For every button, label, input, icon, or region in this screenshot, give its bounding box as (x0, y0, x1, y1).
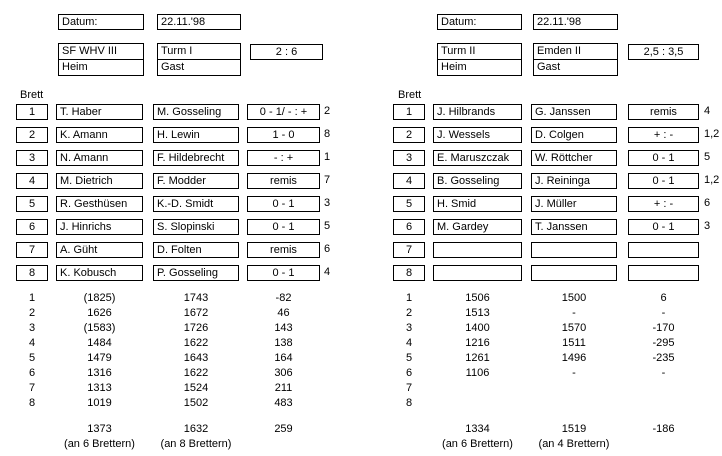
result-box[interactable]: 0 - 1/ - : + (247, 104, 320, 120)
brett-label: Brett (398, 89, 422, 101)
board-row (0, 104, 361, 121)
board-row (361, 127, 722, 144)
home-rating: 1106 (465, 367, 490, 379)
guest-rating: 1500 (561, 292, 587, 304)
guest-rating: - (572, 367, 576, 379)
home-average-rating: 1373 (87, 423, 112, 435)
board-row (361, 219, 722, 236)
rating-board-number: 4 (28, 337, 36, 349)
rating-board-number: 7 (28, 382, 36, 394)
guest-player-box[interactable]: J. Müller (531, 196, 617, 212)
board-row (361, 173, 722, 190)
rating-board-number: 2 (405, 307, 413, 319)
rating-diff: 306 (274, 367, 293, 379)
rating-diff: 6 (660, 292, 667, 304)
board-number-box[interactable]: 4 (16, 173, 48, 189)
home-average-note: (an 6 Brettern) (442, 438, 513, 450)
board-note: 1 (324, 151, 331, 163)
board-row (0, 127, 361, 144)
board-note: 1,2 (704, 128, 720, 140)
home-player-box[interactable]: K. Amann (56, 127, 143, 143)
result-box[interactable]: + : - (628, 127, 699, 143)
guest-player-box[interactable] (531, 242, 617, 258)
average-note-row (0, 437, 361, 454)
board-number-box[interactable]: 2 (393, 127, 425, 143)
home-player-box[interactable] (433, 242, 522, 258)
guest-rating (531, 381, 617, 396)
result-box[interactable]: 0 - 1 (628, 173, 699, 189)
guest-average-note: (an 4 Brettern) (538, 438, 610, 450)
rating-board-number: 6 (28, 367, 36, 379)
rating-diff: -295 (652, 337, 675, 349)
rating-board-number: 5 (405, 352, 413, 364)
rating-board-number: 1 (28, 292, 36, 304)
home-rating (433, 396, 522, 411)
home-player-box[interactable]: N. Amann (56, 150, 143, 166)
board-number-box[interactable]: 6 (16, 219, 48, 235)
home-rating: 1313 (87, 382, 112, 394)
home-player-box[interactable]: M. Dietrich (56, 173, 143, 189)
date-label-box[interactable]: Datum: (437, 14, 522, 30)
guest-player-box[interactable]: M. Gosseling (153, 104, 239, 120)
rating-board-number: 8 (28, 397, 36, 409)
guest-rating: 1496 (561, 352, 587, 364)
board-row (361, 150, 722, 167)
home-rating: 1400 (465, 322, 490, 334)
home-player-box[interactable]: H. Smid (433, 196, 522, 212)
home-player-box[interactable]: T. Haber (56, 104, 143, 120)
result-box[interactable]: 0 - 1 (247, 265, 320, 281)
rating-board-number: 4 (405, 337, 413, 349)
home-rating: 1484 (87, 337, 112, 349)
home-rating: 1261 (465, 352, 490, 364)
guest-role-box[interactable]: Gast (533, 59, 618, 76)
home-rating: 1479 (87, 352, 112, 364)
board-row (0, 196, 361, 213)
home-player-box[interactable]: R. Gesthüsen (56, 196, 143, 212)
result-box[interactable] (628, 265, 699, 281)
result-box[interactable]: + : - (628, 196, 699, 212)
board-row (361, 265, 722, 282)
board-row (361, 196, 722, 213)
rating-board-number: 3 (405, 322, 413, 334)
board-number-box[interactable]: 2 (16, 127, 48, 143)
board-row (361, 104, 722, 121)
rating-board-number: 3 (28, 322, 36, 334)
home-player-box[interactable]: M. Gardey (433, 219, 522, 235)
guest-role-box[interactable]: Gast (157, 59, 241, 76)
guest-player-box[interactable]: D. Folten (153, 242, 239, 258)
guest-rating: 1524 (183, 382, 209, 394)
result-box[interactable]: 0 - 1 (247, 196, 320, 212)
guest-average-note: (an 8 Brettern) (160, 438, 232, 450)
home-rating: 1019 (87, 397, 112, 409)
rating-diff: 143 (274, 322, 293, 334)
board-number-box[interactable]: 8 (16, 265, 48, 281)
board-note: 2 (324, 105, 331, 117)
guest-rating: - (572, 307, 576, 319)
home-player-box[interactable]: J. Hilbrands (433, 104, 522, 120)
board-note: 1,2 (704, 174, 720, 186)
board-number-box[interactable]: 7 (393, 242, 425, 258)
rating-board-number: 2 (28, 307, 36, 319)
board-number-box[interactable]: 5 (393, 196, 425, 212)
guest-rating: 1570 (561, 322, 587, 334)
board-row (0, 265, 361, 282)
guest-player-box[interactable]: G. Janssen (531, 104, 617, 120)
average-rating-diff: -186 (652, 423, 675, 435)
result-box[interactable]: 0 - 1 (628, 150, 699, 166)
guest-player-box[interactable]: T. Janssen (531, 219, 617, 235)
board-note: 4 (324, 266, 331, 278)
home-average-rating: 1334 (465, 423, 490, 435)
rating-diff: 46 (277, 307, 290, 319)
rating-board-number: 5 (28, 352, 36, 364)
board-row (0, 150, 361, 167)
guest-rating: 1672 (183, 307, 209, 319)
guest-player-box[interactable]: F. Modder (153, 173, 239, 189)
board-number-box[interactable]: 3 (393, 150, 425, 166)
rating-diff: 211 (274, 382, 293, 394)
home-team-box[interactable]: SF WHV III (58, 43, 144, 60)
home-player-box[interactable]: K. Kobusch (56, 265, 143, 281)
guest-average-rating: 1519 (561, 423, 587, 435)
rating-row (0, 396, 361, 413)
rating-board-number: 6 (405, 367, 413, 379)
board-row (361, 242, 722, 259)
date-value-box[interactable]: 22.11.'98 (157, 14, 241, 30)
date-label-box[interactable]: Datum: (58, 14, 144, 30)
result-box[interactable]: 1 - 0 (247, 127, 320, 143)
home-player-box[interactable]: J. Hinrichs (56, 219, 143, 235)
board-number-box[interactable]: 7 (16, 242, 48, 258)
board-number-box[interactable]: 6 (393, 219, 425, 235)
home-rating: 1506 (465, 292, 490, 304)
guest-rating: 1622 (183, 367, 209, 379)
result-box[interactable] (628, 242, 699, 258)
guest-rating: 1511 (562, 337, 586, 349)
board-row (0, 219, 361, 236)
rating-diff: 138 (274, 337, 293, 349)
match-score-box[interactable]: 2 : 6 (250, 44, 323, 60)
board-number-box[interactable]: 8 (393, 265, 425, 281)
result-box[interactable]: 0 - 1 (247, 219, 320, 235)
rating-diff: -82 (275, 292, 292, 304)
board-note: 8 (324, 128, 331, 140)
guest-team-box[interactable]: Turm I (157, 43, 241, 60)
board-note: 5 (704, 151, 711, 163)
board-row (0, 173, 361, 190)
home-player-box[interactable]: A. Güht (56, 242, 143, 258)
home-team-box[interactable]: Turm II (437, 43, 522, 60)
rating-diff: -170 (652, 322, 675, 334)
rating-diff (628, 396, 699, 411)
board-number-box[interactable]: 3 (16, 150, 48, 166)
guest-player-box[interactable]: S. Slopinski (153, 219, 239, 235)
rating-diff: 164 (274, 352, 293, 364)
home-rating: 1513 (465, 307, 490, 319)
home-rating: 1316 (87, 367, 112, 379)
guest-player-box[interactable]: P. Gosseling (153, 265, 239, 281)
home-rating: 1216 (465, 337, 490, 349)
result-box[interactable]: remis (628, 104, 699, 120)
guest-player-box[interactable]: J. Reininga (531, 173, 617, 189)
board-row (0, 242, 361, 259)
guest-player-box[interactable] (531, 265, 617, 281)
board-note: 3 (324, 197, 331, 209)
match-score-box[interactable]: 2,5 : 3,5 (628, 44, 699, 60)
board-number-box[interactable]: 1 (16, 104, 48, 120)
guest-average-rating: 1632 (183, 423, 209, 435)
rating-board-number: 8 (405, 397, 413, 409)
home-rating: (1825) (83, 292, 116, 304)
home-role-box[interactable]: Heim (58, 59, 144, 76)
result-box[interactable]: remis (247, 173, 320, 189)
guest-player-box[interactable]: F. Hildebrecht (153, 150, 239, 166)
brett-label: Brett (20, 89, 44, 101)
rating-diff: -235 (652, 352, 675, 364)
guest-rating (531, 396, 617, 411)
rating-board-number: 7 (405, 382, 413, 394)
guest-player-box[interactable]: H. Lewin (153, 127, 239, 143)
home-role-box[interactable]: Heim (437, 59, 522, 76)
home-player-box[interactable]: J. Wessels (433, 127, 522, 143)
guest-player-box[interactable]: K.-D. Smidt (153, 196, 239, 212)
guest-rating: 1643 (183, 352, 209, 364)
board-note: 7 (324, 174, 331, 186)
board-number-box[interactable]: 5 (16, 196, 48, 212)
home-rating (433, 381, 522, 396)
rating-diff: - (661, 367, 666, 379)
home-rating: 1626 (87, 307, 112, 319)
rating-diff: - (661, 307, 666, 319)
average-note-row (361, 437, 722, 454)
rating-row (361, 396, 722, 413)
board-note: 5 (324, 220, 331, 232)
result-box[interactable]: remis (247, 242, 320, 258)
home-rating: (1583) (83, 322, 116, 334)
board-number-box[interactable]: 1 (393, 104, 425, 120)
guest-rating: 1622 (183, 337, 209, 349)
match-report-right (361, 0, 722, 456)
result-box[interactable]: - : + (247, 150, 320, 166)
guest-rating: 1726 (183, 322, 209, 334)
home-average-note: (an 6 Brettern) (64, 438, 135, 450)
rating-diff (628, 381, 699, 396)
date-value-box[interactable]: 22.11.'98 (533, 14, 618, 30)
average-rating-diff: 259 (274, 423, 293, 435)
result-box[interactable]: 0 - 1 (628, 219, 699, 235)
board-number-box[interactable]: 4 (393, 173, 425, 189)
rating-board-number: 1 (405, 292, 413, 304)
board-note: 4 (704, 105, 711, 117)
guest-player-box[interactable]: D. Colgen (531, 127, 617, 143)
home-player-box[interactable]: B. Gosseling (433, 173, 522, 189)
guest-rating: 1743 (183, 292, 209, 304)
guest-rating: 1502 (183, 397, 209, 409)
board-note: 6 (324, 243, 331, 255)
home-player-box[interactable]: E. Maruszczak (433, 150, 522, 166)
board-note: 3 (704, 220, 711, 232)
guest-team-box[interactable]: Emden II (533, 43, 618, 60)
home-player-box[interactable] (433, 265, 522, 281)
rating-diff: 483 (274, 397, 293, 409)
guest-player-box[interactable]: W. Röttcher (531, 150, 617, 166)
board-note: 6 (704, 197, 711, 209)
